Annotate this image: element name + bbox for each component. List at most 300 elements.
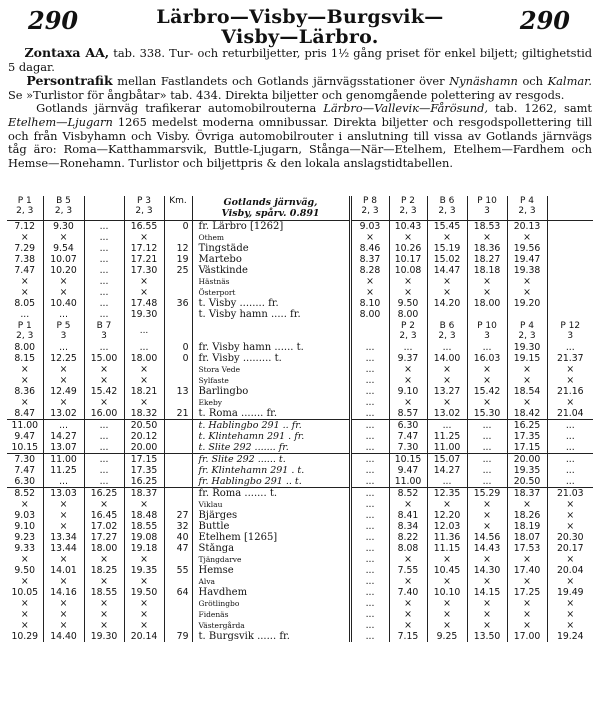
station-name: Othem (192, 232, 350, 243)
time-cell (547, 254, 593, 265)
time-cell: 9.47 (14, 431, 36, 442)
zone-tax-text: tab. 338. Tur- och returbiljetter, pris 1½ gång priset för enkel biljett; giltighetstid 5 dagar. (8, 46, 593, 74)
intro-italic: Etelhem—Ljugarn (8, 114, 113, 129)
time-cell: 12.35 (427, 488, 467, 500)
time-cell: 14.27 (43, 431, 84, 442)
time-cell: × (467, 397, 507, 408)
time-cell: 19.24 (547, 631, 593, 642)
table-row (7, 488, 593, 500)
table-row (7, 598, 593, 609)
time-cell: 9.03 (350, 221, 389, 233)
table-row (7, 465, 593, 476)
station-name: fr. Klintehamn 291 . t. (192, 465, 350, 476)
km-header: Km. (164, 196, 192, 221)
km-cell: 47 (164, 543, 192, 554)
time-cell: 14.20 (427, 298, 467, 309)
time-cell: 18.53 (467, 221, 507, 233)
time-cell: ... (84, 342, 124, 353)
train-header: P 8 2, 3 (350, 196, 389, 221)
time-cell: × (43, 232, 84, 243)
time-cell: × (507, 576, 547, 587)
table-row (7, 386, 593, 397)
time-cell: 20.12 (124, 431, 164, 442)
time-cell: ... (84, 221, 124, 233)
time-cell: 18.00 (124, 353, 164, 364)
time-cell: 18.55 (124, 521, 164, 532)
time-cell: 20.50 (507, 476, 547, 488)
km-cell: 21 (164, 408, 192, 420)
time-cell: 19.35 (507, 465, 547, 476)
station-name: t. Slite 292 ....... fr. (192, 442, 350, 454)
time-cell: 13.02 (427, 408, 467, 420)
time-cell: 8.47 (14, 408, 36, 419)
train-header: B 5 2, 3 (43, 196, 84, 221)
time-cell: × (124, 598, 164, 609)
time-cell: ... (467, 342, 507, 353)
train-header: P 4 2, 3 (507, 196, 547, 221)
time-cell: × (507, 397, 547, 408)
time-cell: × (350, 232, 389, 243)
time-cell: 18.18 (467, 265, 507, 276)
table-row (7, 476, 593, 488)
time-cell: 16.25 (124, 476, 164, 488)
km-cell (164, 488, 192, 500)
time-cell: ... (350, 386, 389, 397)
time-cell: × (20, 554, 29, 565)
table-row (7, 587, 593, 598)
train-header: B 6 2, 3 (427, 196, 467, 221)
train-header (84, 196, 124, 221)
intro-text-span: tab. 1262, samt (488, 101, 593, 116)
km-cell: 36 (164, 298, 192, 309)
time-cell (547, 287, 593, 298)
time-cell: × (124, 609, 164, 620)
time-cell: × (20, 609, 29, 620)
station-name: t. Klintehamn 291 . fr. (192, 431, 350, 442)
time-cell: 21.16 (547, 386, 593, 397)
intro-italic: Lärbro—Valleviк—Fårösund, (323, 101, 489, 116)
station-name: Alva (192, 576, 350, 587)
time-cell: × (84, 576, 124, 587)
time-cell: ... (389, 342, 427, 353)
km-cell (164, 454, 192, 466)
time-cell: × (507, 276, 547, 287)
table-row (7, 375, 593, 386)
time-cell: 8.57 (389, 408, 427, 420)
train-header: P 2 2, 3 (389, 196, 427, 221)
time-cell: × (20, 364, 29, 375)
time-cell: 7.12 (14, 221, 36, 232)
time-cell: 16.03 (467, 353, 507, 364)
time-cell: ... (350, 532, 389, 543)
time-cell: 6.30 (389, 420, 427, 432)
time-cell: × (427, 276, 467, 287)
time-cell: ... (84, 431, 124, 442)
table-row (7, 420, 593, 432)
station-name: Tjängdarve (192, 554, 350, 565)
time-cell: × (124, 576, 164, 587)
time-cell: × (547, 510, 593, 521)
time-cell: 19.47 (507, 254, 547, 265)
time-cell: 9.50 (14, 565, 36, 576)
time-cell: ... (350, 510, 389, 521)
time-cell: ... (547, 442, 593, 454)
time-cell: 9.25 (427, 631, 467, 642)
train-header: P 10 3 (467, 196, 507, 221)
time-cell: ... (84, 454, 124, 466)
time-cell: 16.25 (507, 420, 547, 432)
time-cell: ... (547, 420, 593, 432)
time-cell: 10.20 (43, 265, 84, 276)
time-cell: × (43, 287, 84, 298)
time-cell: × (547, 554, 593, 565)
table-row (7, 287, 593, 298)
table-row (7, 342, 593, 353)
time-cell: 19.30 (507, 342, 547, 353)
time-cell: × (124, 364, 164, 375)
table-header-row (7, 196, 593, 221)
time-cell: P 1 2, 3 (16, 321, 34, 341)
time-cell: ... (20, 309, 30, 320)
time-cell: ... (350, 499, 389, 510)
time-cell: 18.37 (124, 488, 164, 500)
time-cell: 8.00 (14, 342, 36, 353)
time-cell (427, 309, 467, 320)
table-row (7, 454, 593, 466)
time-cell: ... (547, 342, 593, 353)
time-cell: × (547, 397, 593, 408)
time-cell: × (20, 276, 29, 287)
time-cell: × (389, 397, 427, 408)
time-cell: 10.08 (389, 265, 427, 276)
time-cell: × (467, 620, 507, 631)
time-cell: × (547, 521, 593, 532)
time-cell: 9.03 (14, 510, 36, 521)
time-cell: × (427, 364, 467, 375)
time-cell: × (389, 598, 427, 609)
time-cell: 13.02 (43, 408, 84, 420)
table-row (7, 397, 593, 408)
time-cell: ... (43, 342, 84, 353)
time-cell: ... (467, 465, 507, 476)
time-cell: 12.03 (427, 521, 467, 532)
station-name: Viklau (192, 499, 350, 510)
time-cell: 14.15 (467, 587, 507, 598)
time-cell: × (43, 397, 84, 408)
time-cell: 15.19 (427, 243, 467, 254)
time-cell: 14.43 (467, 543, 507, 554)
station-name: t. Visby hamn ..... fr. (192, 309, 350, 320)
time-cell: B 6 2, 3 (427, 320, 467, 342)
time-cell: ... (350, 408, 389, 420)
km-cell (164, 276, 192, 287)
time-cell: × (467, 554, 507, 565)
time-cell: 7.47 (14, 465, 36, 476)
time-cell (547, 276, 593, 287)
km-cell: 13 (164, 386, 192, 397)
time-cell: × (467, 276, 507, 287)
time-cell: × (427, 397, 467, 408)
table-row (7, 499, 593, 510)
time-cell: ... (84, 420, 124, 432)
time-cell: 11.00 (389, 476, 427, 488)
time-cell: × (84, 598, 124, 609)
station-name: Havdhem (192, 587, 350, 598)
time-cell: × (547, 375, 593, 386)
time-cell: 19.15 (507, 353, 547, 364)
time-cell: 21.04 (547, 408, 593, 420)
time-cell: 20.00 (507, 454, 547, 466)
km-cell: 25 (164, 265, 192, 276)
time-cell: 15.45 (427, 221, 467, 233)
page-title-line2: Visby—Lärbro. (221, 26, 379, 48)
time-cell: × (43, 620, 84, 631)
km-cell (164, 442, 192, 454)
km-cell: 0 (164, 221, 192, 233)
time-cell: ... (84, 442, 124, 454)
station-name: Etelhem [1265] (192, 532, 350, 543)
train-header: P 1 2, 3 (7, 196, 43, 221)
station-name: fr. Visby ......... t. (192, 353, 350, 364)
time-cell: 16.45 (84, 510, 124, 521)
time-cell: 8.52 (389, 488, 427, 500)
time-cell: 10.45 (427, 565, 467, 576)
table-row (7, 232, 593, 243)
km-cell (164, 499, 192, 510)
time-cell: ... (350, 465, 389, 476)
time-cell: 18.25 (84, 565, 124, 576)
km-cell: 0 (164, 353, 192, 364)
time-cell: 8.05 (14, 298, 36, 309)
intro-text-span: 1265 medelst moderna omnibussar. Direkta biljetter och resgodspollettering till och från Visbyhamn och Visby. Övriga automobilrouter i anslutning till vissa av Gotlands järnvägs tåg äro: Roma—Katthammarsvik, Buttle-Ljugarn, Stånga—När—Etelhem, Etelhem—Fardhem och Hemse—Ronehamn. Turlistor och biljettpris & den lokala anslagstidtabellen. (8, 114, 592, 170)
time-cell: ... (427, 342, 467, 353)
time-cell: 11.15 (427, 543, 467, 554)
time-cell: × (547, 364, 593, 375)
km-cell: 0 (164, 342, 192, 353)
time-cell: 8.41 (389, 510, 427, 521)
time-cell (547, 265, 593, 276)
time-cell: ... (350, 454, 389, 466)
time-cell: ... (84, 476, 124, 488)
time-cell (547, 243, 593, 254)
time-cell: × (507, 287, 547, 298)
time-cell: ... (350, 609, 389, 620)
table-row (7, 276, 593, 287)
time-cell: × (20, 598, 29, 609)
time-cell: × (124, 276, 164, 287)
table-row (7, 243, 593, 254)
page-number-right: 290 (519, 6, 570, 35)
station-name: t. Hablingbo 291 .. fr. (192, 420, 350, 432)
time-cell: × (507, 232, 547, 243)
table-row (7, 442, 593, 454)
km-cell (164, 465, 192, 476)
time-cell: × (389, 576, 427, 587)
time-cell: ... (350, 353, 389, 364)
time-cell: 7.55 (389, 565, 427, 576)
time-cell: 17.53 (507, 543, 547, 554)
time-cell: 10.10 (427, 587, 467, 598)
time-cell: ... (43, 420, 84, 432)
time-cell: 17.15 (124, 454, 164, 466)
time-cell: × (467, 232, 507, 243)
time-cell: × (43, 499, 84, 510)
time-cell: × (389, 609, 427, 620)
time-cell: 17.35 (124, 465, 164, 476)
time-cell: × (507, 375, 547, 386)
time-cell: ... (350, 342, 389, 353)
time-cell: × (467, 499, 507, 510)
time-cell: 15.02 (427, 254, 467, 265)
time-cell: 10.15 (11, 442, 39, 453)
time-cell: 17.02 (84, 521, 124, 532)
time-cell (507, 309, 547, 320)
time-cell: × (427, 287, 467, 298)
km-cell (164, 364, 192, 375)
time-cell: 7.29 (14, 243, 36, 254)
time-cell: 17.27 (84, 532, 124, 543)
time-cell: ... (84, 254, 124, 265)
time-cell: 17.15 (507, 442, 547, 454)
time-cell: × (547, 576, 593, 587)
time-cell: 9.10 (14, 521, 36, 532)
time-cell: ... (84, 309, 124, 320)
time-cell: 10.15 (389, 454, 427, 466)
time-cell: 7.30 (7, 454, 43, 466)
time-cell: 19.30 (124, 309, 164, 320)
time-cell: 7.38 (14, 254, 36, 265)
km-cell: 32 (164, 521, 192, 532)
time-cell (350, 320, 389, 342)
train-header (547, 196, 593, 221)
time-cell: ... (350, 543, 389, 554)
time-cell: 6.30 (14, 476, 36, 487)
time-cell: × (43, 598, 84, 609)
time-cell: × (507, 620, 547, 631)
time-cell: 15.29 (467, 488, 507, 500)
time-cell: 9.23 (14, 532, 36, 543)
km-cell: 79 (164, 631, 192, 642)
time-cell: 20.50 (124, 420, 164, 432)
time-cell: ... (43, 476, 84, 488)
intro-paragraph-2 (8, 74, 592, 102)
time-cell: × (20, 620, 29, 631)
time-cell: 10.29 (11, 631, 39, 642)
station-name: Västergårda (192, 620, 350, 631)
time-cell: P 4 2, 3 (507, 320, 547, 342)
station-name: Buttle (192, 521, 350, 532)
time-cell: × (507, 609, 547, 620)
table-row (7, 298, 593, 309)
time-cell (547, 309, 593, 320)
time-cell: ... (84, 243, 124, 254)
intro-text-span: och (517, 74, 548, 89)
time-cell: 18.00 (84, 543, 124, 554)
km-cell (164, 598, 192, 609)
time-cell: ... (350, 631, 389, 642)
time-cell: ... (350, 598, 389, 609)
time-cell: 11.00 (427, 442, 467, 454)
timetable (7, 196, 593, 642)
km-cell (164, 309, 192, 320)
time-cell: × (389, 364, 427, 375)
km-cell: 19 (164, 254, 192, 265)
time-cell: P 12 3 (547, 320, 593, 342)
station-name: fr. Hablingbo 291 .. t. (192, 476, 350, 488)
time-cell: × (350, 287, 389, 298)
time-cell: 14.01 (43, 565, 84, 576)
time-cell: ... (467, 454, 507, 466)
table-row (7, 609, 593, 620)
time-cell: ... (350, 587, 389, 598)
time-cell: × (84, 499, 124, 510)
time-cell (467, 309, 507, 320)
station-name: fr. Visby hamn ...... t. (192, 342, 350, 353)
time-cell: 16.55 (124, 221, 164, 233)
time-cell: 21.37 (547, 353, 593, 364)
time-cell: 17.48 (124, 298, 164, 309)
time-cell: 8.37 (350, 254, 389, 265)
time-cell: 14.56 (467, 532, 507, 543)
time-cell: 17.00 (507, 631, 547, 642)
time-cell: ... (84, 287, 124, 298)
time-cell: ... (43, 309, 84, 320)
time-cell: B 7 3 (84, 320, 124, 342)
km-cell (164, 620, 192, 631)
station-name: Bjärges (192, 510, 350, 521)
km-cell (164, 431, 192, 442)
time-cell: 19.56 (507, 243, 547, 254)
intro-italic: Nynäshamn (449, 74, 518, 89)
time-cell: 18.36 (467, 243, 507, 254)
time-cell: 16.25 (84, 488, 124, 500)
time-cell: × (389, 287, 427, 298)
station-name: t. Burgsvik ...... fr. (192, 631, 350, 642)
time-cell: 18.54 (507, 386, 547, 397)
time-cell: 9.10 (389, 386, 427, 397)
time-cell: 10.07 (43, 254, 84, 265)
time-cell: 11.00 (43, 454, 84, 466)
time-cell: 8.46 (350, 243, 389, 254)
time-cell: 20.00 (124, 442, 164, 454)
time-cell: ... (84, 465, 124, 476)
time-cell: 15.42 (84, 386, 124, 397)
time-cell: 14.40 (43, 631, 84, 642)
time-cell: 18.27 (467, 254, 507, 265)
time-cell: 17.12 (124, 243, 164, 254)
time-cell: 18.00 (467, 298, 507, 309)
time-cell: × (507, 499, 547, 510)
table-row (7, 265, 593, 276)
km-cell (164, 232, 192, 243)
time-cell: 13.44 (43, 543, 84, 554)
time-cell: 10.05 (11, 587, 39, 598)
station-name: Hästnäs (192, 276, 350, 287)
time-cell: 9.33 (14, 543, 36, 554)
time-cell: × (84, 620, 124, 631)
time-cell: 8.15 (14, 353, 36, 364)
station-name: Martebo (192, 254, 350, 265)
time-cell: ... (350, 521, 389, 532)
time-cell: × (84, 609, 124, 620)
station-name: fr. Lärbro [1262] (192, 221, 350, 233)
time-cell: × (427, 554, 467, 565)
time-cell: 18.32 (124, 408, 164, 420)
time-cell: 18.26 (507, 510, 547, 521)
time-cell: 7.47 (14, 265, 36, 276)
time-cell: 9.50 (389, 298, 427, 309)
time-cell: × (507, 598, 547, 609)
